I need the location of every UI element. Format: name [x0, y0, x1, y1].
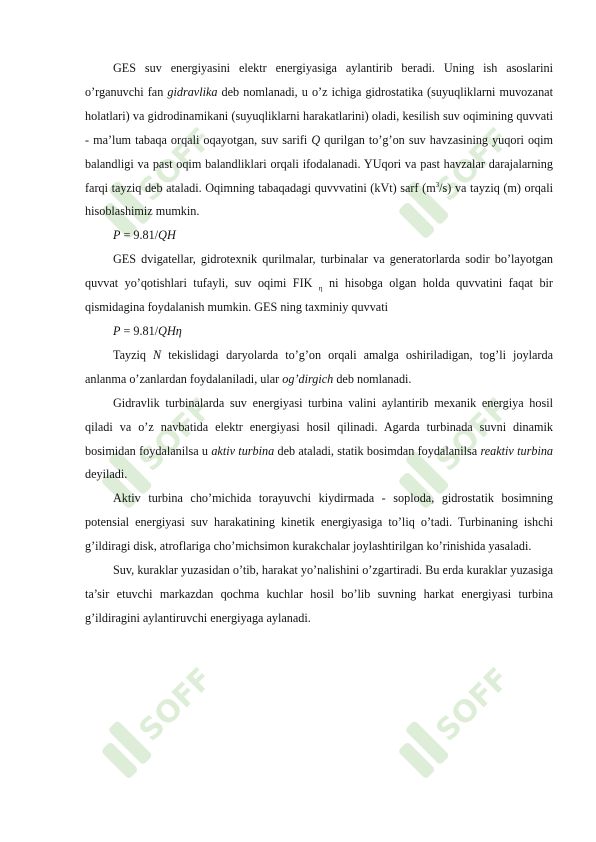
symbol-eta: η [318, 284, 323, 293]
text-run: deb nomlanadi. [333, 371, 412, 386]
term-aktiv-turbina: aktiv turbina [211, 443, 275, 458]
paragraph-aktiv-turbina: Aktiv turbina cho’michida torayuvchi kiydirmada - soploda, gidrostatik bosimning potensial energiyasi suv harakatining kinetik energiyasiga to’liq o’tadi. Turbinaning ishchi g’ildiragi disk, atroflariga cho’michsimon kurakchalar joylashtirilgan ko’rinishida yasaladi. [85, 491, 553, 554]
superscript: 3 [435, 180, 440, 189]
text-run: GES suv energiyasini elektr energiyasiga aylantirib beradi. Uning ish asoslarini o’rganuvchi fan [85, 61, 553, 99]
formula-power [85, 224, 553, 248]
paragraph-tayziq [85, 344, 553, 392]
text-run: /s) va tayziq (m) orqali hisoblashimiz mumkin. [85, 180, 553, 219]
watermark-text: SOFF [132, 395, 208, 479]
term-reaktiv-turbina: reaktiv turbina [480, 443, 554, 458]
paragraph-turbina-types [85, 392, 553, 488]
watermark-logo [78, 665, 208, 795]
text-run: ni hisobga olgan holda quvvatini faqat bir qismidagina foydalanish mumkin. GES ning taxminiy quvvati [85, 276, 553, 315]
watermark-logo [375, 665, 505, 795]
watermark-text: SOFF [429, 665, 505, 749]
formula-eq: = 9.81/ [120, 323, 159, 338]
watermark-text: SOFF [429, 125, 505, 209]
symbol-n: N [153, 347, 162, 362]
formula-power-efficiency [85, 320, 553, 344]
text-run: GES dvigatellar, gidrotexnik qurilmalar, turbinalar va generatorlarda sodir bo’layotgan quvvat yo’qotishlari tufayli, suv oqimi FIK [85, 252, 553, 291]
term-gidravlika: gidravlika [167, 84, 218, 99]
paragraph-gidravlika [85, 57, 553, 224]
paragraph-fik [85, 248, 553, 320]
text-run: Gidravlik turbinalarda suv energiyasi turbina valini aylantirib mexanik energiya hosil qiladi va o’z navbatida elektr energiyasi hosil qilinadi. Agarda turbinada suvni dinamik bosimidan foydalanilsa u [85, 395, 553, 458]
text-run: deyiladi. [85, 467, 128, 482]
text-run: qurilgan to’g’on suv havzasining yuqori oqim balandligi va past oqim balandliklari orqali ifodalanadi. YUqori va past havzalar darajalarning farqi tayziq deb ataladi. Oqimning tabaqadagi quvvvatini (kVt) sarf (m [85, 132, 553, 195]
term-ogdirgich: og’dirgich [282, 371, 334, 386]
formula-lhs: P [113, 323, 121, 338]
watermark-text: SOFF [132, 125, 208, 209]
formula-rhs: QHη [158, 323, 182, 338]
text-run: deb nomlanadi, u o’z ichiga gidrostatika (suyuqliklarni muvozanat holatlari) va gidrodinamikani (suyuqliklarni harakatlarini) oladi, kesilish suv oqimining quvvati - ma’lum tabaqa orqali oqayotgan, suv sarifi [85, 84, 553, 147]
paragraph-kuraklar: Suv, kuraklar yuzasidan o’tib, harakat yo’nalishini o’zgartiradi. Bu erda kuraklar yuzasiga ta’sir etuvchi markazdan qochma kuchlar hosil bo’lib suvning harkat energiyasi turbina g’ildiragini aylantiruvchi energiyaga aylanadi. [85, 563, 553, 625]
text-run: Tayziq [113, 347, 154, 362]
document-body [85, 57, 553, 631]
formula-rhs: QH [158, 228, 176, 243]
watermark-text: SOFF [429, 395, 505, 479]
text-run: tekislidagi daryolarda to’g’on orqali amalga oshiriladigan, tog’li joylarda anlanma o’zanlardan foydalaniladi, ular [85, 347, 553, 386]
formula-eq: = 9.81/ [120, 228, 159, 243]
text-run: deb ataladi, statik bosimdan foydalanilsa [274, 443, 481, 458]
symbol-q: Q [311, 132, 321, 147]
formula-lhs: P [113, 228, 121, 243]
watermark-text: SOFF [132, 665, 208, 749]
